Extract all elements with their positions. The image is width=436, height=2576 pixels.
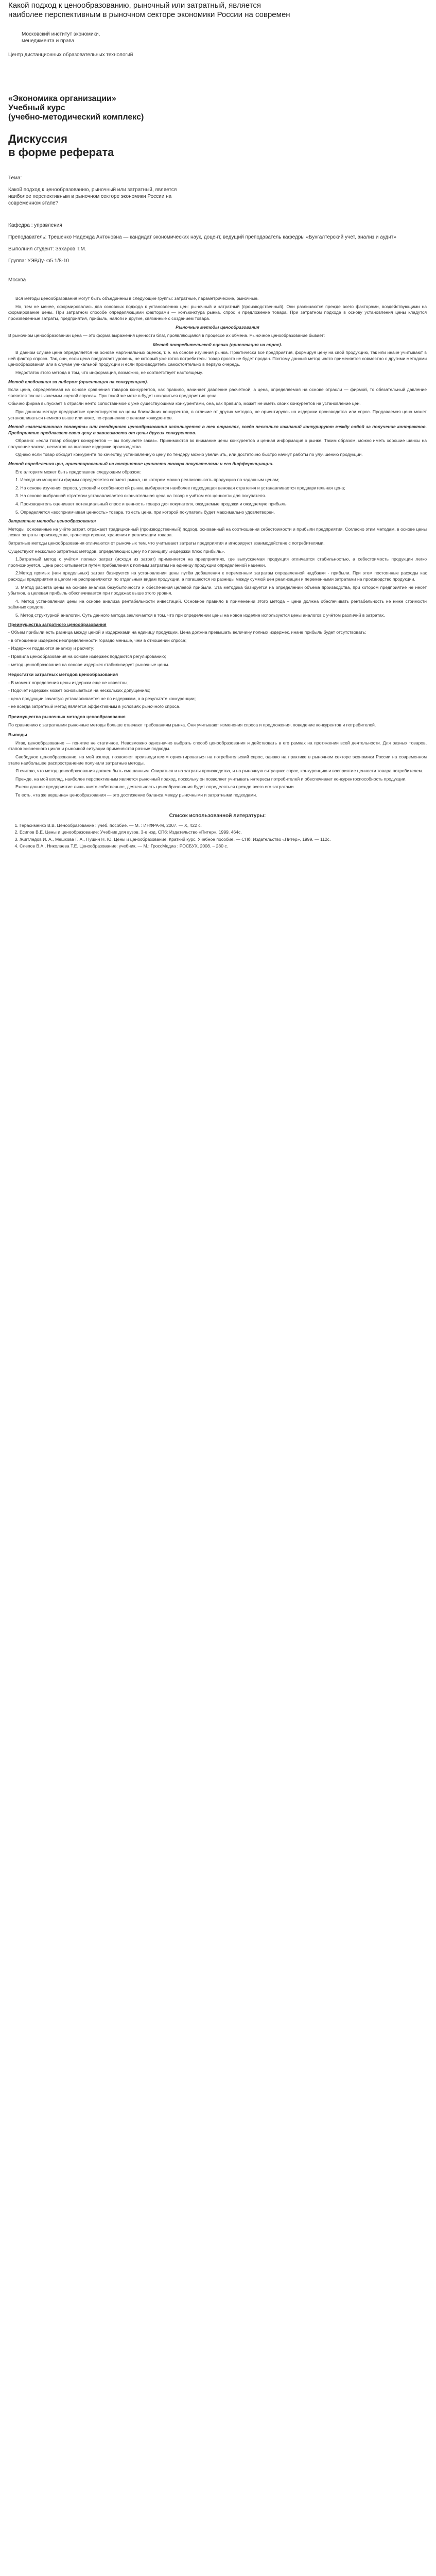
paragraph: По сравнению с затратными рыночные методы больше отвечают требованиям рынка. Они учитывают изменения спроса и предложения, поведение конкурентов и потребителей.	[8, 722, 376, 727]
essay-body	[8, 296, 427, 799]
paragraph: Свободное ценообразование, на мой взгляд, позволяет производителям ориентироваться на потребительский спрос, однако на практике в рыночном секторе экономики России на современном этапе наибольшее распространение получили затратные методы.	[8, 754, 427, 766]
list-item: 1. Исходя из мощности фирмы определяется сегмент рынка, на котором можно реализовывать продукцию по заданным ценам;	[15, 477, 280, 483]
list-item: - не всегда затратный метод является эффективным в условиях рыночного спроса.	[8, 704, 181, 709]
section-heading: Затратные методы ценообразования	[8, 518, 96, 524]
list-item: 5. Определяется «восприимчивая ценность» товара, то есть цена, при которой покупатель будет максимально удовлетворен.	[15, 509, 275, 515]
page-title: Какой подход к ценообразованию, рыночный или затратный, является наиболее перспективным в рыночном секторе экономики России на современ	[8, 1, 290, 19]
section-heading: Преимущества рыночных методов ценообразования	[8, 714, 126, 720]
list-item: - Подсчет издержек может основываться на нескольких допущениях;	[8, 688, 150, 693]
course-name: «Экономика организации»	[8, 94, 116, 103]
references-list	[8, 823, 427, 850]
paragraph: Обычно фирма выпускает в отрасли нечто сопоставимое с уже существующими конкурентами, она, как правило, может не иметь своих конкурентов на установление цен.	[8, 401, 361, 406]
reference-item: 2. Есипов В.Е. Цены и ценообразование: Учебник для вузов. 3-е изд. СПб: Издательство «Питер», 1999. 464с.	[20, 829, 427, 836]
course-block	[8, 94, 427, 122]
section-heading: Недостатки затратных методов ценообразования	[8, 672, 118, 677]
list-item: 4. Метод установления цены на основе анализа рентабельности инвестиций. Основное правило в применении этого метода – цена должна обеспечивать рентабельность не ниже стоимости заёмных средств.	[8, 598, 427, 610]
paragraph: В рыночном ценообразовании цена — это форма выражения ценности благ, проявляющаяся в процессе их обмена. Рыночное ценообразование бывает:	[8, 332, 325, 338]
document-title	[8, 132, 427, 159]
paragraph: Прежде, на мой взгляд, наиболее перспективным является рыночный подход, поскольку он позволяет учитывать интересы потребителей и обеспечивает конкурентоспособность продукции.	[15, 776, 407, 782]
city: Москва	[8, 277, 26, 283]
meta-block	[8, 222, 427, 264]
list-item: 4. Производитель оценивает потенциальный спрос и ценность товара для покупателя, ожидаемые продажи и ожидаемую прибыль.	[15, 501, 288, 507]
paragraph: Вся методы ценообразования могут быть объединены в следующие группы: затратные, параметрические, рыночные.	[15, 296, 259, 301]
document-page	[0, 0, 436, 850]
list-item: - цена продукции зачастую устанавливается не по издержкам, а в результате конкуренции;	[8, 696, 196, 701]
department: Кафедра : управления	[8, 223, 62, 228]
document-title-line1: Дискуссия	[8, 132, 67, 145]
institution-block	[8, 31, 427, 58]
paragraph: То есть, «та же вершина» ценообразования — это достижение баланса между рыночными и затратными подходами.	[15, 792, 257, 798]
reference-item: 1. Герасименко В.В. Ценообразование : учеб. пособие. — М. : ИНФРА-М, 2007. — Х, 422 с.	[20, 823, 427, 829]
list-item: 2.Метод прямых (или предельных) затрат базируется на установлении цены путём добавления к переменным затратам определенной надбавки - прибыли. При этом постоянные расходы как расходы предприятия в целом не распределяются по отдельным видам продукции, а погашаются из разницы между суммой цен реализации и переменными затратами на производство продукции.	[8, 570, 427, 582]
paragraph: В данном случае цена определяется на основе маргинальных оценок, т. е. на основе изучения рынка. Практически все предприятия, формируя цену на свой продукцию, так или иначе учитывают в ней фактор спроса. Так, они, если цена предлагает уровень, не который уже готов потребитель: товар просто не будет продан. Поэтому данный метод часто применяется совместно с другими методами ценообразования или в случае уникальной продукции и если производитель самостоятельно в первую очередь.	[8, 350, 427, 367]
list-item: 2. На основе изучения спроса, условий и особенностей рынка выбирается наиболее подходящая ценовая стратегия и устанавливается предварительная цена;	[15, 485, 345, 490]
list-item: - метод ценообразования на основе издержек стабилизирует рыночные цены.	[8, 662, 169, 667]
section-heading: Метод «запечатанного конверта» или тендерного ценообразования используется в тех отраслях, когда несколько компаний конкурируют между собой за получение контрактов. Предприятие предлагает свою цену в зависимости от цены других конкурентов.	[8, 424, 427, 435]
list-item: 3. На основе выбранной стратегии устанавливается окончательная цена на товар с учётом его ценности для покупателя.	[15, 493, 266, 499]
paragraph: Если цена, определяемая на основе сравнения товаров конкурентов, как правило, начинает давление расчётной, а цена, определяемая на основе отрасли — фирмой, то обязательный давление является так называемым «ценой спроса». При такой же мете в будет находиться предприятия цена.	[8, 387, 427, 398]
section-heading: Метод следования за лидером (ориентация на конкуренцию).	[8, 379, 148, 384]
list-item: - Объем прибыли есть разница между ценой и издержками на единицу продукции. Цена должна превышать величину полных издержек, иначе прибыль будет отсутствовать;	[8, 630, 367, 635]
paragraph: Существуют несколько затратных методов, определяющих цену по принципу «издержки плюс прибыль».	[8, 548, 225, 554]
institution-center: Центр дистанционных образовательных технологий	[8, 52, 133, 58]
student: Выполнил студент: Захаров Т.М.	[8, 246, 86, 252]
list-item: - В момент определения цены издержки еще не известны;	[8, 680, 129, 685]
paragraph: При данном методе предприятие ориентируется на цены ближайших конкурентов, в отличие от других методов, не ориентируясь на издержки производства или спрос. Продаваемая цена может устанавливаться немного выше или ниже, по сравнению с ценами конкурентов.	[8, 409, 427, 420]
reference-item: 4. Слепов В.А., Николаева Т.Е. Ценообразование: учебник. — М.: ГроссМедиа : РОСБУХ, 2008. – 280 с.	[20, 843, 427, 850]
conclusion-heading: Выводы	[8, 732, 27, 738]
topic-text: Какой подход к ценообразованию, рыночный или затратный, является наиболее перспективным в рыночном секторе экономики России на современном этапе?	[8, 187, 177, 206]
paragraph: Но, тем не менее, сформировались два основных подхода к установлению цен: рыночный и затратный (производственный). Они различаются прежде всего факторами, воздействующими на формирование цены. При затратном способе определяющими факторами — конъюнктура рынка, спрос и предложение товара. При затратном подходе в основу установления цены кладутся произведенные затраты, предприятия, прибыль, налоги и другие, связанные с созданием товара.	[8, 303, 427, 321]
topic-label: Тема:	[8, 175, 22, 181]
list-item: - в отношении издержек неопределенности гораздо меньше, чем в отношении спроса;	[8, 637, 187, 643]
reference-item: 3. Жиггледов И. А., Мешкова Г. А., Пушин Н. Ю. Цены и ценообразование. Краткий курс. Учебное пособие. — СПб: Издательство «Питер», 1999. — 112с.	[20, 837, 427, 843]
references-title: Список использованной литературы:	[169, 812, 266, 819]
paragraph: Я считаю, что метод ценообразования должен быть смешанным. Опираться и на затраты производства, и на рыночную ситуацию: спрос, конкуренцию и восприятие ценности товара потребителем.	[15, 768, 423, 774]
institution-name-cont: менеджмента и права	[22, 38, 75, 44]
paragraph: Ежели данное предприятие лишь чисто собственное, деятельность ценообразования будет определяться прежде всего его затратами.	[15, 784, 295, 790]
paragraph: Затратные методы ценообразования отличаются от рыночных тем, что учитывают затраты предприятия и игнорируют взаимодействие с потребителями.	[8, 540, 325, 546]
paragraph: Однако если товар обходит конкурента по качеству, установленную цену по тендеру можно увеличить, или достаточно быстро начнут работы по улучшению продукции.	[15, 452, 363, 457]
list-item: - Издержки поддаются анализу и расчету;	[8, 646, 95, 651]
institution-name: Московский институт экономики,	[22, 31, 100, 37]
teacher: Преподаватель: Трешенко Надежда Антоновна — кандидат экономических наук, доцент, ведущий преподаватель кафедры «Бухгалтерский учет, анализ и аудит»	[8, 234, 396, 240]
course-type: Учебный курс	[8, 104, 65, 112]
paragraph: Его алгоритм может быть представлен следующим образом:	[15, 469, 141, 474]
list-item: 3. Метод расчёта цены на основе анализа безубыточности и обеспечения целевой прибыли. Эта методика базируется на определении объёма производства, при котором предприятие не несёт убытков, а целевая прибыль обеспечивается при продажах выше этого уровня.	[8, 584, 427, 596]
section-heading: Метод определения цен, ориентированный на восприятие ценности товара покупателями и его дифференциации.	[8, 461, 274, 467]
document-title-line2: в форме реферата	[8, 146, 114, 159]
section-heading: Преимущества затратного ценообразования	[8, 621, 107, 627]
paragraph: Методы, основанные на учёте затрат, отражают традиционный (производственный) подход, основанный на соотношении себестоимости и прибыли предприятия. Согласно этим методам, в основе цены лежат затраты производства, транспортировки, хранения и реализации товара.	[8, 526, 427, 538]
group: Группа: УЭВДу-кз5.1/8-10	[8, 258, 69, 264]
course-complex: (учебно-методический комплекс)	[8, 113, 144, 122]
list-item: 1.Затратный метод с учётом полных затрат (исходя из затрат) применяется на предприятиях, где выпускаемая продукция отличается стабильностью, а себестоимость продукции легко прогнозируется. Цена рассчитывается путём прибавления к полным затратам на единицу продукции определённой наценки.	[8, 556, 427, 568]
paragraph: Образно: «если товар обходит конкурентов — вы получаете заказ». Принимаются во внимание цены конкурентов и ценная информация о рынке. Таким образом, можно иметь хорошие шансы на получение заказа, несмотря на высокие издержки производства.	[8, 438, 427, 449]
paragraph: Недостаток этого метода в том, что информация, возможно, не соответствует настоящему.	[15, 369, 203, 375]
list-item: - Правила ценообразования на основе издержек поддаются регулированию;	[8, 653, 166, 659]
section-heading: Метод потребительской оценки (ориентация на спрос).	[153, 342, 282, 347]
paragraph: Итак, ценообразование — понятие не статичное. Невозможно однозначно выбрать способ ценообразования и действовать в его рамках на протяжении всей деятельности. Для разных товаров, этапов жизненного цикла и рыночной ситуации применяются разные подходы.	[8, 740, 427, 752]
list-item: 5. Метод структурной аналогии. Суть данного метода заключается в том, что при определении цены на новое изделие используются цены аналогов с учётом различий в затратах.	[15, 612, 385, 618]
section-heading: Рыночные методы ценообразования	[176, 325, 259, 330]
